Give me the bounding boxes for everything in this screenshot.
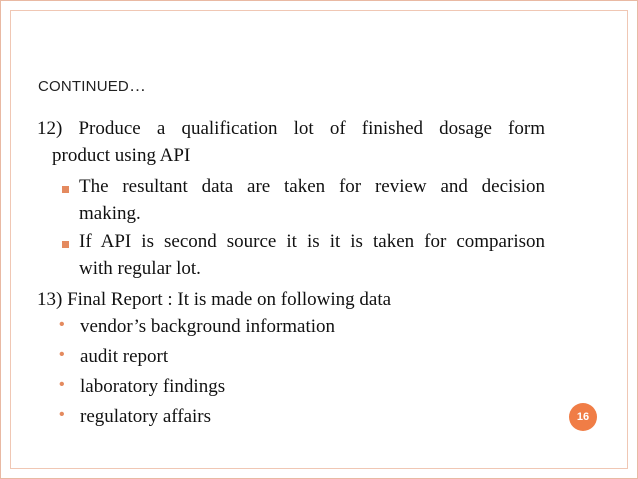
item-13-bullet-2: audit report — [80, 346, 169, 367]
item-12-line-1: 12) Produce a qualification lot of finished dosage form — [37, 118, 545, 139]
heading-ellipsis: … — [128, 76, 148, 95]
dot-bullet-icon: • — [59, 376, 65, 393]
item-12-bullet-1-line-1: The resultant data are taken for review and decision — [79, 176, 545, 197]
item-13-line-1: 13) Final Report : It is made on following data — [37, 289, 392, 310]
dot-bullet-icon: • — [59, 346, 65, 363]
item-12-bullet-2-line-2: with regular lot. — [79, 258, 201, 279]
item-12-bullet-1-line-2: making. — [79, 203, 141, 224]
dot-bullet-icon: • — [59, 406, 65, 423]
page-number-badge: 16 — [569, 403, 597, 431]
square-bullet-icon — [62, 186, 69, 193]
item-13-bullet-1: vendor’s background information — [80, 316, 336, 337]
item-13-bullet-4: regulatory affairs — [80, 406, 212, 427]
slide-heading: CONTINUED… — [38, 76, 148, 95]
dot-bullet-icon: • — [59, 316, 65, 333]
item-12-bullet-2-line-1: If API is second source it is it is taken for comparison — [79, 231, 545, 252]
item-12-line-2: product using API — [52, 145, 191, 166]
item-13-bullet-3: laboratory findings — [80, 376, 226, 397]
square-bullet-icon — [62, 241, 69, 248]
